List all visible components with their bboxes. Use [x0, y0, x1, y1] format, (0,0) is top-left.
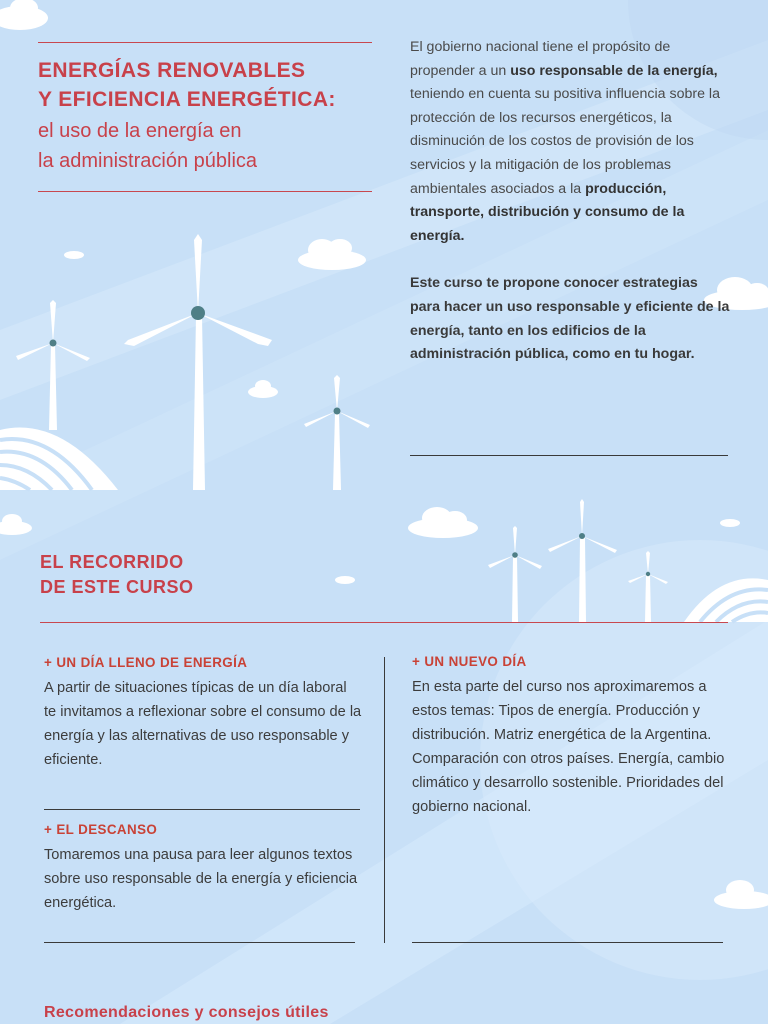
item-separator — [412, 942, 723, 943]
course-title-rule — [40, 622, 728, 623]
course-item-heading: + EL DESCANSO — [44, 822, 158, 837]
course-item — [44, 654, 362, 772]
course-section-title — [40, 550, 300, 600]
title-line-1: ENERGÍAS RENOVABLES — [38, 59, 306, 82]
intro-text-span: teniendo en cuenta su positiva influencia sobre la protección de los recursos energéticos, la disminución de los costos de provisión de los servicios y la mitigación de los problemas ambientales asociados a la — [410, 86, 720, 197]
recommendations-title: Recomendaciones y consejos útiles — [44, 1004, 329, 1021]
intro-bold-span: uso responsable de la energía, — [510, 62, 718, 79]
subtitle-line-1: el uso de la energía en — [38, 120, 242, 142]
title-line-2: Y EFICIENCIA ENERGÉTICA: — [38, 88, 336, 111]
intro-text-span: El gobierno nacional tiene el propósito de propender a un — [410, 39, 671, 79]
page-title — [38, 56, 383, 176]
intro-paragraph-2: Este curso te propone conocer estrategias para hacer un uso responsable y eficiente de la energía, tanto en los edificios de la administración pública, como en tu hogar. — [410, 275, 730, 363]
recommendations-heading — [44, 1004, 444, 1022]
intro-bold-span: producción, transporte, distribución y consumo de la energía. — [410, 180, 685, 244]
wind-turbine-icon — [488, 526, 542, 622]
course-item-body: Tomaremos una pausa para leer algunos textos sobre uso responsable de la energía y eficiencia energética. — [44, 847, 358, 911]
cloud-icon — [0, 0, 48, 30]
header-top-rule — [38, 42, 372, 43]
course-item-heading: + UN NUEVO DÍA — [412, 654, 527, 669]
course-item — [412, 653, 732, 819]
course-item-body: En esta parte del curso nos aproximaremos a estos temas: Tipos de energía. Producción y distribución. Matriz energética de la Argentina. Comparación con otros países. Energía, cambio climático y desarrollo sostenible. Prioridades del gobierno nacional. — [412, 679, 725, 815]
cloud-icon — [335, 576, 355, 584]
intro-bottom-rule — [410, 455, 728, 456]
item-separator — [44, 942, 355, 943]
cloud-icon — [408, 507, 478, 538]
subtitle-line-2: la administración pública — [38, 150, 258, 172]
item-separator — [44, 809, 360, 810]
course-item — [44, 821, 362, 915]
intro-text — [410, 36, 735, 367]
course-item-heading: + UN DÍA LLENO DE ENERGÍA — [44, 655, 248, 670]
course-item-body: A partir de situaciones típicas de un día laboral te invitamos a reflexionar sobre el consumo de la energía y las alternativas de uso responsable y eficiente. — [44, 680, 362, 768]
header-bottom-rule — [38, 191, 372, 192]
course-title-line-1: EL RECORRIDO — [40, 552, 184, 572]
cloud-icon — [64, 251, 84, 259]
column-divider — [384, 657, 385, 943]
course-title-line-2: DE ESTE CURSO — [40, 577, 194, 597]
cloud-icon — [720, 519, 740, 527]
intro-paragraph-1 — [410, 36, 735, 248]
